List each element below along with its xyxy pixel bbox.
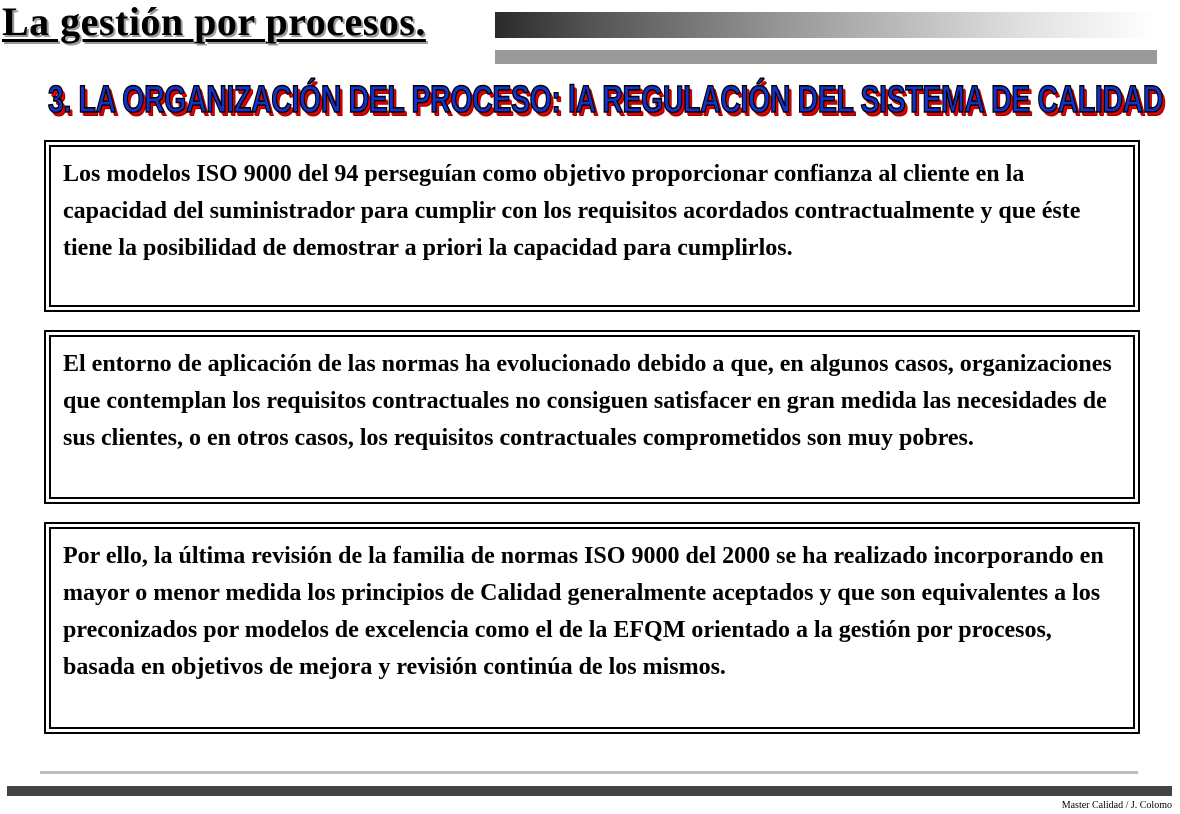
footer-dark-bar	[7, 786, 1172, 796]
footer-credit: Master Calidad / J. Colomo	[1061, 800, 1172, 811]
text-box-1	[44, 140, 1140, 312]
section-subtitle: 3. LA ORGANIZACIÓN DEL PROCESO: lA REGULACIÓN DEL SISTEMA DE CALIDAD	[48, 79, 1164, 121]
text-box-3-inner	[49, 527, 1135, 729]
paragraph-3: Por ello, la última revisión de la familia de normas ISO 9000 del 2000 se ha realizado incorporando en mayor o menor medida los principios de Calidad generalmente aceptados y que son equivalentes a los preconizados por modelos de excelencia como el de la EFQM orientado a la gestión por procesos, basada en objetivos de mejora y revisión continúa de los mismos.	[63, 543, 1104, 680]
text-box-2	[44, 330, 1140, 504]
header-gradient-bar	[495, 12, 1155, 38]
text-box-1-inner	[49, 145, 1135, 307]
text-box-2-inner	[49, 335, 1135, 499]
page-title: La gestión por procesos.	[2, 0, 426, 44]
paragraph-1: Los modelos ISO 9000 del 94 perseguían como objetivo proporcionar confianza al cliente en la capacidad del suministrador para cumplir con los requisitos acordados contractualmente y que éste tiene la posibilidad de demostrar a priori la capacidad para cumplirlos.	[63, 161, 1081, 261]
paragraph-2: El entorno de aplicación de las normas ha evolucionado debido a que, en algunos casos, organizaciones que contemplan los requisitos contractuales no consiguen satisfacer en gran medida las necesidades de sus clientes, o en otros casos, los requisitos contractuales comprometidos son muy pobres.	[63, 351, 1112, 451]
footer-divider-line	[40, 771, 1138, 774]
header-gray-bar	[495, 50, 1157, 64]
text-box-3	[44, 522, 1140, 734]
